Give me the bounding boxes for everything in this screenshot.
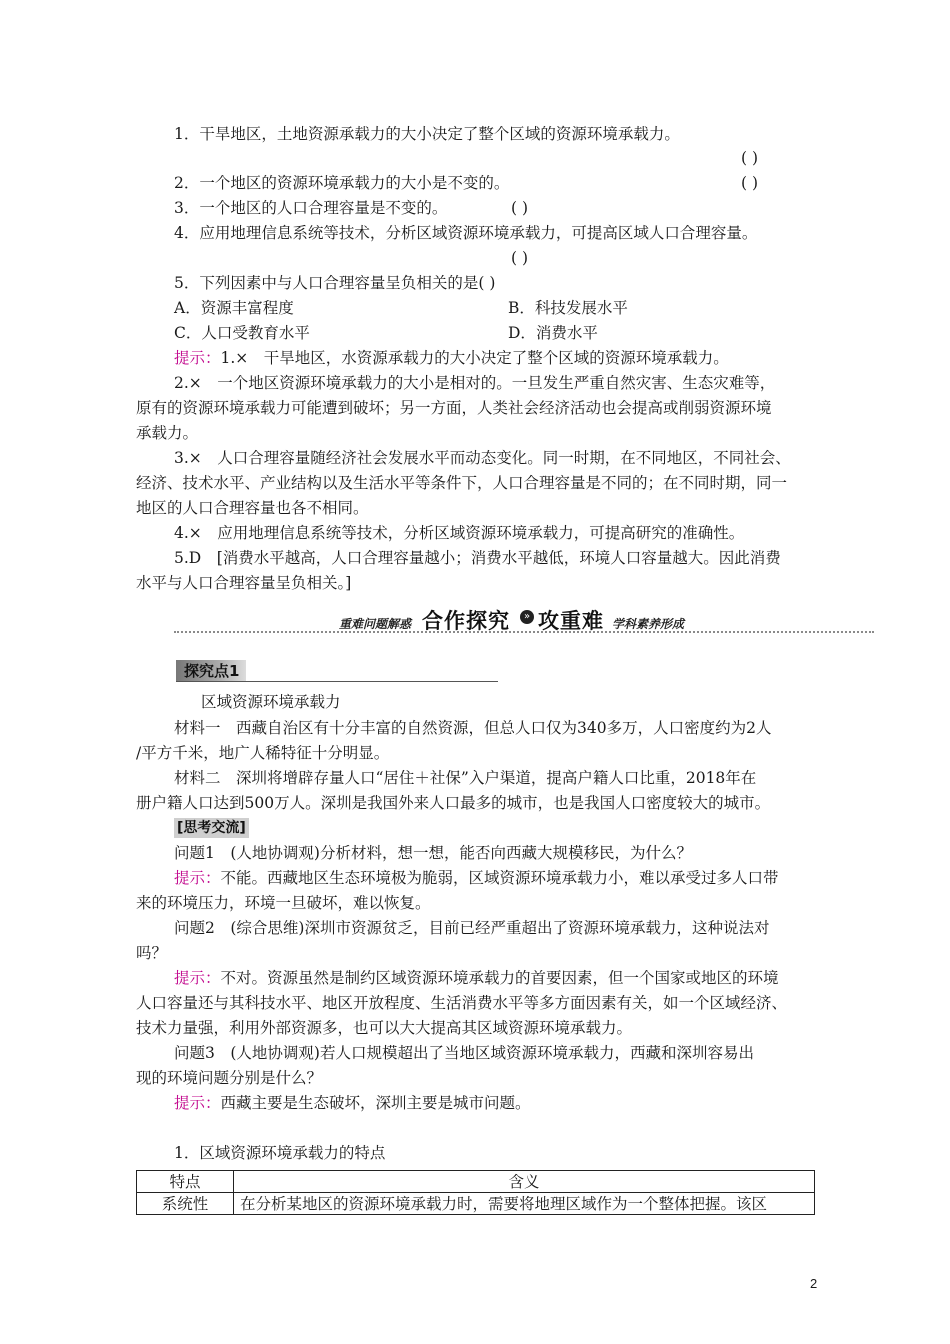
answer-2-line-3: 承载力。 bbox=[136, 424, 199, 442]
section-banner bbox=[174, 605, 874, 635]
banner-main-2: 攻重难 bbox=[538, 609, 604, 633]
answer-3-line-3: 地区的人口合理容量也各不相同。 bbox=[136, 499, 369, 517]
tip-1-line-1: 提示：不能。西藏地区生态环境极为脆弱，区域资源环境承载力小，难以承受过多人口带 bbox=[174, 869, 779, 887]
answer-1: 提示：1.× 干旱地区，水资源承载力的大小决定了整个区域的资源环境承载力。 bbox=[174, 349, 729, 367]
characteristics-table bbox=[136, 1170, 815, 1215]
material-2-line-1: 材料二 深圳将增辟存量人口“居住＋社保”入户渠道，提高户籍人口比重，2018年在 bbox=[174, 769, 757, 787]
material-1-line-1: 材料一 西藏自治区有十分丰富的自然资源，但总人口仅为340多万，人口密度约为2人 bbox=[174, 719, 772, 737]
tip-label: 提示： bbox=[174, 349, 221, 367]
section-title: 区域资源环境承载力 bbox=[201, 693, 341, 711]
tip-3: 提示：西藏主要是生态破坏，深圳主要是城市问题。 bbox=[174, 1094, 531, 1112]
option-c: C．人口受教育水平 bbox=[174, 324, 310, 342]
banner-divider bbox=[174, 631, 874, 633]
question-5: 5．下列因素中与人口合理容量呈负相关的是( ) bbox=[174, 274, 496, 292]
question-4: 4．应用地理信息系统等技术，分析区域资源环境承载力，可提高区域人口合理容量。 bbox=[174, 224, 758, 242]
tip-2-line-2: 人口容量还与其科技水平、地区开放程度、生活消费水平等多方面因素有关，如一个区域经济、 bbox=[136, 994, 788, 1012]
answer-blank-3: ( ) bbox=[511, 199, 529, 217]
material-2-line-2: 册户籍人口达到500万人。深圳是我国外来人口最多的城市，也是我国人口密度较大的城市。 bbox=[136, 794, 771, 812]
question-3: 3．一个地区的人口合理容量是不变的。 bbox=[174, 199, 448, 217]
answer-blank-4: ( ) bbox=[511, 249, 529, 267]
banner-right-text: 学科素养形成 bbox=[612, 617, 685, 631]
question-2: 2．一个地区的资源环境承载力的大小是不变的。 bbox=[174, 174, 510, 192]
answer-5-line-2: 水平与人口合理容量呈负相关。] bbox=[136, 574, 352, 592]
tag-underline bbox=[176, 681, 498, 682]
answer-3-line-2: 经济、技术水平、产业结构以及生活水平等条件下，人口合理容量是不同的；在不同时期，同一 bbox=[136, 474, 788, 492]
tip-1-line-2: 来的环境压力，环境一旦破坏，难以恢复。 bbox=[136, 894, 431, 912]
tag-label: 探究点1 bbox=[184, 662, 240, 680]
option-a: A．资源丰富程度 bbox=[174, 299, 294, 317]
table-header-cell: 特点 bbox=[137, 1171, 234, 1193]
answer-5-line-1: 5.D [消费水平越高，人口合理容量越小；消费水平越低，环境人口容量越大。因此消费 bbox=[174, 549, 781, 567]
question-p3-line-1: 问题3 (人地协调观)若人口规模超出了当地区域资源环境承载力，西藏和深圳容易出 bbox=[174, 1044, 754, 1062]
material-1-line-2: /平方千米，地广人稀特征十分明显。 bbox=[136, 744, 390, 762]
table-row bbox=[137, 1193, 815, 1215]
question-p3-line-2: 现的环境问题分别是什么？ bbox=[136, 1069, 323, 1087]
banner-main-1: 合作探究 bbox=[422, 609, 510, 633]
question-p2-line-1: 问题2 (综合思维)深圳市资源贫乏，目前已经严重超出了资源环境承载力，这种说法对 bbox=[174, 919, 770, 937]
answer-2-line-2: 原有的资源环境承载力可能遭到破坏；另一方面，人类社会经济活动也会提高或削弱资源环境 bbox=[136, 399, 772, 417]
table-header-row bbox=[137, 1171, 815, 1193]
question-1: 1．干旱地区，土地资源承载力的大小决定了整个区域的资源环境承载力。 bbox=[174, 125, 680, 143]
answer-blank-2: ( ) bbox=[741, 174, 759, 192]
table-cell: 在分析某地区的资源环境承载力时，需要将地理区域作为一个整体把握。该区 bbox=[234, 1193, 815, 1215]
banner-arrow-icon: » bbox=[520, 610, 534, 624]
banner-left-text: 重难问题解惑 bbox=[339, 617, 412, 631]
answer-3-line-1: 3.× 人口合理容量随经济社会发展水平而动态变化。同一时期，在不同地区，不同社会、 bbox=[174, 449, 791, 467]
option-d: D．消费水平 bbox=[508, 324, 598, 342]
table-header-cell: 含义 bbox=[234, 1171, 815, 1193]
answer-blank-1: ( ) bbox=[741, 149, 759, 167]
exploration-point-tag bbox=[176, 660, 498, 682]
table-heading: 1．区域资源环境承载力的特点 bbox=[174, 1144, 386, 1162]
answer-4: 4.× 应用地理信息系统等技术，分析区域资源环境承载力，可提高研究的准确性。 bbox=[174, 524, 745, 542]
table-cell: 系统性 bbox=[137, 1193, 234, 1215]
tip-2-line-1: 提示：不对。资源虽然是制约区域资源环境承载力的首要因素，但一个国家或地区的环境 bbox=[174, 969, 779, 987]
page-number: 2 bbox=[810, 1276, 818, 1291]
option-b: B．科技发展水平 bbox=[508, 299, 628, 317]
tip-2-line-3: 技术力量强，利用外部资源多，也可以大大提高其区域资源环境承载力。 bbox=[136, 1019, 633, 1037]
question-p1: 问题1 (人地协调观)分析材料，想一想，能否向西藏大规模移民，为什么？ bbox=[174, 844, 692, 862]
question-p2-line-2: 吗？ bbox=[136, 944, 168, 962]
answer-2-line-1: 2.× 一个地区资源环境承载力的大小是相对的。一旦发生严重自然灾害、生态灾难等， bbox=[174, 374, 776, 392]
think-exchange-tag: [思考交流] bbox=[174, 818, 249, 838]
